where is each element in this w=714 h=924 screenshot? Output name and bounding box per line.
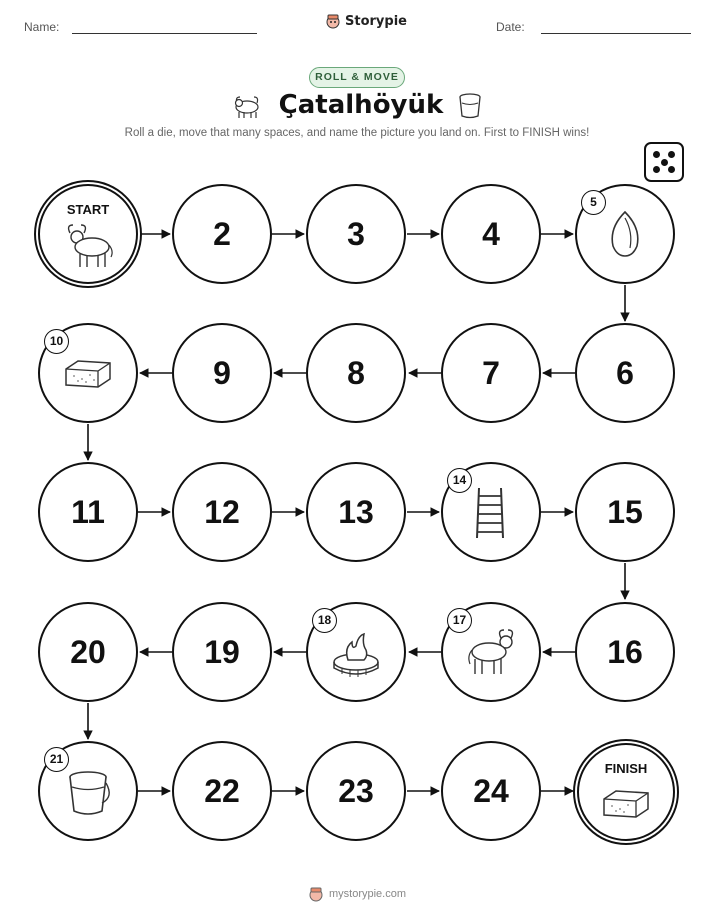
space-number: 3 bbox=[347, 215, 365, 252]
ladder-icon bbox=[463, 484, 519, 540]
space-badge: 21 bbox=[44, 747, 69, 772]
bull-icon bbox=[60, 217, 116, 273]
space-5 bbox=[575, 184, 675, 284]
space-number: 15 bbox=[607, 493, 643, 530]
space-13 bbox=[306, 462, 406, 562]
space-badge: 10 bbox=[44, 329, 69, 354]
space-number: 11 bbox=[71, 493, 105, 530]
bull-icon bbox=[463, 624, 519, 680]
space-19 bbox=[172, 602, 272, 702]
space-24 bbox=[441, 741, 541, 841]
space-2 bbox=[172, 184, 272, 284]
storypie-mascot-icon bbox=[308, 886, 324, 902]
space-number: 19 bbox=[204, 633, 240, 670]
space-18 bbox=[306, 602, 406, 702]
space-number: 16 bbox=[607, 633, 643, 670]
space-start bbox=[38, 184, 138, 284]
name-label: Name: bbox=[24, 20, 60, 34]
space-number: 23 bbox=[338, 772, 374, 809]
mudbrick-icon bbox=[60, 345, 116, 401]
space-number: 9 bbox=[213, 354, 231, 391]
space-3 bbox=[306, 184, 406, 284]
activity-tag: ROLL & MOVE bbox=[309, 67, 405, 88]
space-11 bbox=[38, 462, 138, 562]
space-16 bbox=[575, 602, 675, 702]
space-number: 4 bbox=[482, 215, 500, 252]
space-number: 24 bbox=[473, 772, 509, 809]
footer-site[interactable]: mystorypie.com bbox=[328, 888, 407, 900]
space-number: 22 bbox=[204, 772, 240, 809]
space-10 bbox=[38, 323, 138, 423]
mudbrick-icon bbox=[598, 775, 654, 831]
space-6 bbox=[575, 323, 675, 423]
space-9 bbox=[172, 323, 272, 423]
space-15 bbox=[575, 462, 675, 562]
page-title: Çatalhöyük bbox=[278, 90, 444, 120]
space-8 bbox=[306, 323, 406, 423]
space-number: 13 bbox=[338, 493, 374, 530]
brand-name: Storypie bbox=[345, 13, 407, 29]
space-number: 8 bbox=[347, 354, 365, 391]
footer bbox=[0, 886, 714, 902]
instructions: Roll a die, move that many spaces, and name the picture you land on. First to FINISH wins! bbox=[124, 127, 590, 139]
space-number: 7 bbox=[482, 354, 500, 391]
space-20 bbox=[38, 602, 138, 702]
almond-seed-icon bbox=[597, 206, 653, 262]
space-7 bbox=[441, 323, 541, 423]
space-22 bbox=[172, 741, 272, 841]
space-23 bbox=[306, 741, 406, 841]
space-badge: 14 bbox=[447, 468, 472, 493]
space-badge: 18 bbox=[312, 608, 337, 633]
finish-label: FINISH bbox=[604, 761, 648, 776]
date-label: Date: bbox=[496, 20, 525, 34]
space-21 bbox=[38, 741, 138, 841]
start-label: START bbox=[66, 202, 110, 217]
space-17 bbox=[441, 602, 541, 702]
space-12 bbox=[172, 462, 272, 562]
space-number: 12 bbox=[204, 493, 240, 530]
space-badge: 17 bbox=[447, 608, 472, 633]
hearth-fire-icon bbox=[328, 624, 384, 680]
space-badge: 5 bbox=[581, 190, 606, 215]
bucket-icon bbox=[60, 763, 116, 819]
space-number: 6 bbox=[616, 354, 634, 391]
space-number: 20 bbox=[70, 633, 106, 670]
space-4 bbox=[441, 184, 541, 284]
space-14 bbox=[441, 462, 541, 562]
space-finish bbox=[577, 743, 675, 841]
space-number: 2 bbox=[213, 215, 231, 252]
